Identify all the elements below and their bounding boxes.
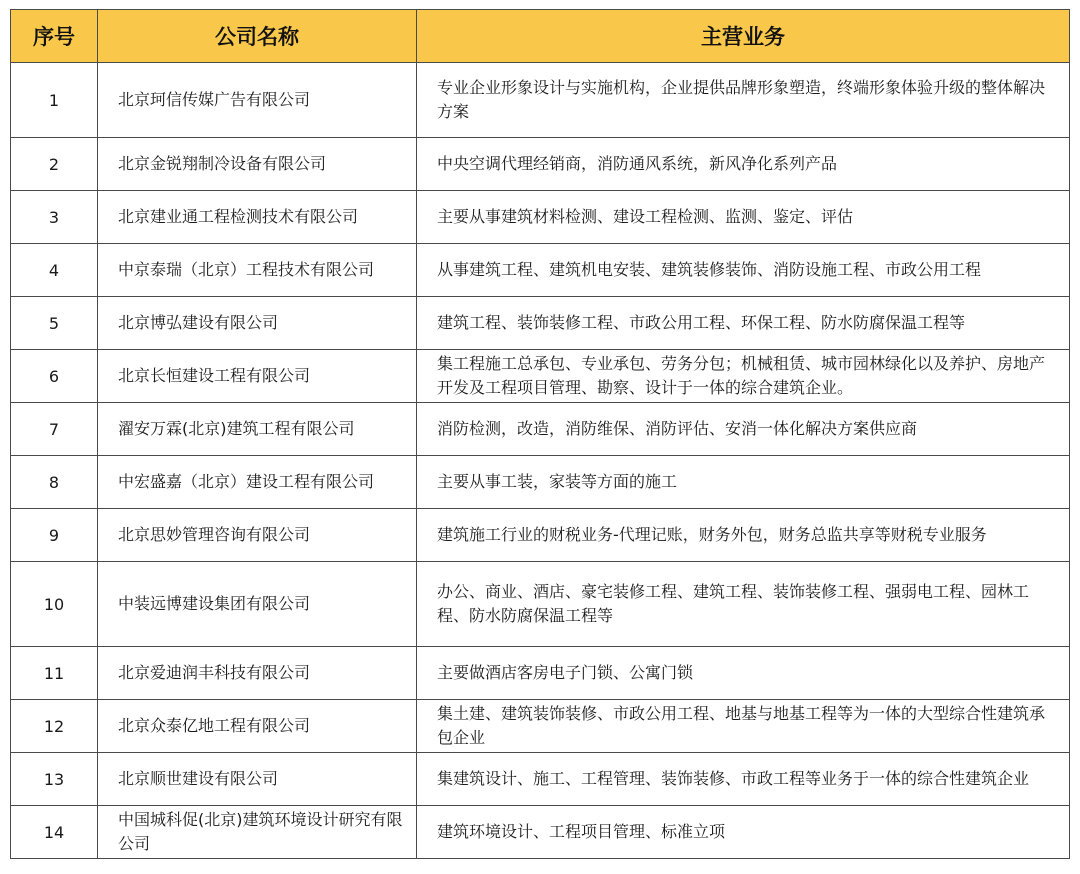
- row-business: 集土建、建筑装饰装修、市政公用工程、地基与地基工程等为一体的大型综合性建筑承包企业: [417, 700, 1070, 753]
- table-row: [11, 562, 1070, 647]
- row-no: 8: [11, 456, 98, 509]
- table-row: [11, 647, 1070, 700]
- table-row: [11, 350, 1070, 403]
- company-table-container: [10, 9, 1069, 865]
- company-table: [10, 9, 1070, 859]
- table-body: [11, 63, 1070, 859]
- row-business: 主要从事建筑材料检测、建设工程检测、监测、鉴定、评估: [417, 191, 1070, 244]
- row-no: 10: [11, 562, 98, 647]
- row-business: 主要从事工装，家装等方面的施工: [417, 456, 1070, 509]
- row-business: 中央空调代理经销商，消防通风系统，新风净化系列产品: [417, 138, 1070, 191]
- row-business: 集工程施工总承包、专业承包、劳务分包；机械租赁、城市园林绿化以及养护、房地产开发及工程项目管理、勘察、设计于一体的综合建筑企业。: [417, 350, 1070, 403]
- table-row: [11, 753, 1070, 806]
- row-company-name: 北京顺世建设有限公司: [98, 753, 417, 806]
- row-business: 集建筑设计、施工、工程管理、装饰装修、市政工程等业务于一体的综合性建筑企业: [417, 753, 1070, 806]
- row-company-name: 北京珂信传媒广告有限公司: [98, 63, 417, 138]
- table-row: [11, 700, 1070, 753]
- header-company-name: 公司名称: [98, 10, 417, 63]
- row-business: 从事建筑工程、建筑机电安装、建筑装修装饰、消防设施工程、市政公用工程: [417, 244, 1070, 297]
- row-business: 建筑环境设计、工程项目管理、标准立项: [417, 806, 1070, 859]
- row-no: 9: [11, 509, 98, 562]
- row-no: 12: [11, 700, 98, 753]
- table-row: [11, 63, 1070, 138]
- row-no: 13: [11, 753, 98, 806]
- row-no: 6: [11, 350, 98, 403]
- row-business: 消防检测，改造，消防维保、消防评估、安消一体化解决方案供应商: [417, 403, 1070, 456]
- table-row: [11, 244, 1070, 297]
- header-main-business: 主营业务: [417, 10, 1070, 63]
- row-no: 3: [11, 191, 98, 244]
- row-no: 7: [11, 403, 98, 456]
- table-header: [11, 10, 1070, 63]
- row-no: 14: [11, 806, 98, 859]
- row-company-name: 北京建业通工程检测技术有限公司: [98, 191, 417, 244]
- row-no: 2: [11, 138, 98, 191]
- row-company-name: 北京众泰亿地工程有限公司: [98, 700, 417, 753]
- row-company-name: 中装远博建设集团有限公司: [98, 562, 417, 647]
- row-business: 建筑施工行业的财税业务-代理记账，财务外包，财务总监共享等财税专业服务: [417, 509, 1070, 562]
- header-row: [11, 10, 1070, 63]
- table-row: [11, 191, 1070, 244]
- row-business: 建筑工程、装饰装修工程、市政公用工程、环保工程、防水防腐保温工程等: [417, 297, 1070, 350]
- table-row: [11, 806, 1070, 859]
- table-row: [11, 403, 1070, 456]
- row-business: 主要做酒店客房电子门锁、公寓门锁: [417, 647, 1070, 700]
- row-company-name: 中国城科促(北京)建筑环境设计研究有限公司: [98, 806, 417, 859]
- row-company-name: 濯安万霖(北京)建筑工程有限公司: [98, 403, 417, 456]
- row-company-name: 北京思妙管理咨询有限公司: [98, 509, 417, 562]
- header-no: 序号: [11, 10, 98, 63]
- row-company-name: 中宏盛嘉（北京）建设工程有限公司: [98, 456, 417, 509]
- row-business: 办公、商业、酒店、豪宅装修工程、建筑工程、装饰装修工程、强弱电工程、园林工程、防水防腐保温工程等: [417, 562, 1070, 647]
- row-no: 11: [11, 647, 98, 700]
- row-company-name: 北京爱迪润丰科技有限公司: [98, 647, 417, 700]
- row-company-name: 北京金锐翔制冷设备有限公司: [98, 138, 417, 191]
- table-row: [11, 297, 1070, 350]
- row-company-name: 北京长恒建设工程有限公司: [98, 350, 417, 403]
- row-no: 4: [11, 244, 98, 297]
- row-business: 专业企业形象设计与实施机构，企业提供品牌形象塑造，终端形象体验升级的整体解决方案: [417, 63, 1070, 138]
- row-no: 1: [11, 63, 98, 138]
- table-row: [11, 138, 1070, 191]
- row-company-name: 北京博弘建设有限公司: [98, 297, 417, 350]
- row-company-name: 中京泰瑞（北京）工程技术有限公司: [98, 244, 417, 297]
- table-row: [11, 456, 1070, 509]
- table-row: [11, 509, 1070, 562]
- row-no: 5: [11, 297, 98, 350]
